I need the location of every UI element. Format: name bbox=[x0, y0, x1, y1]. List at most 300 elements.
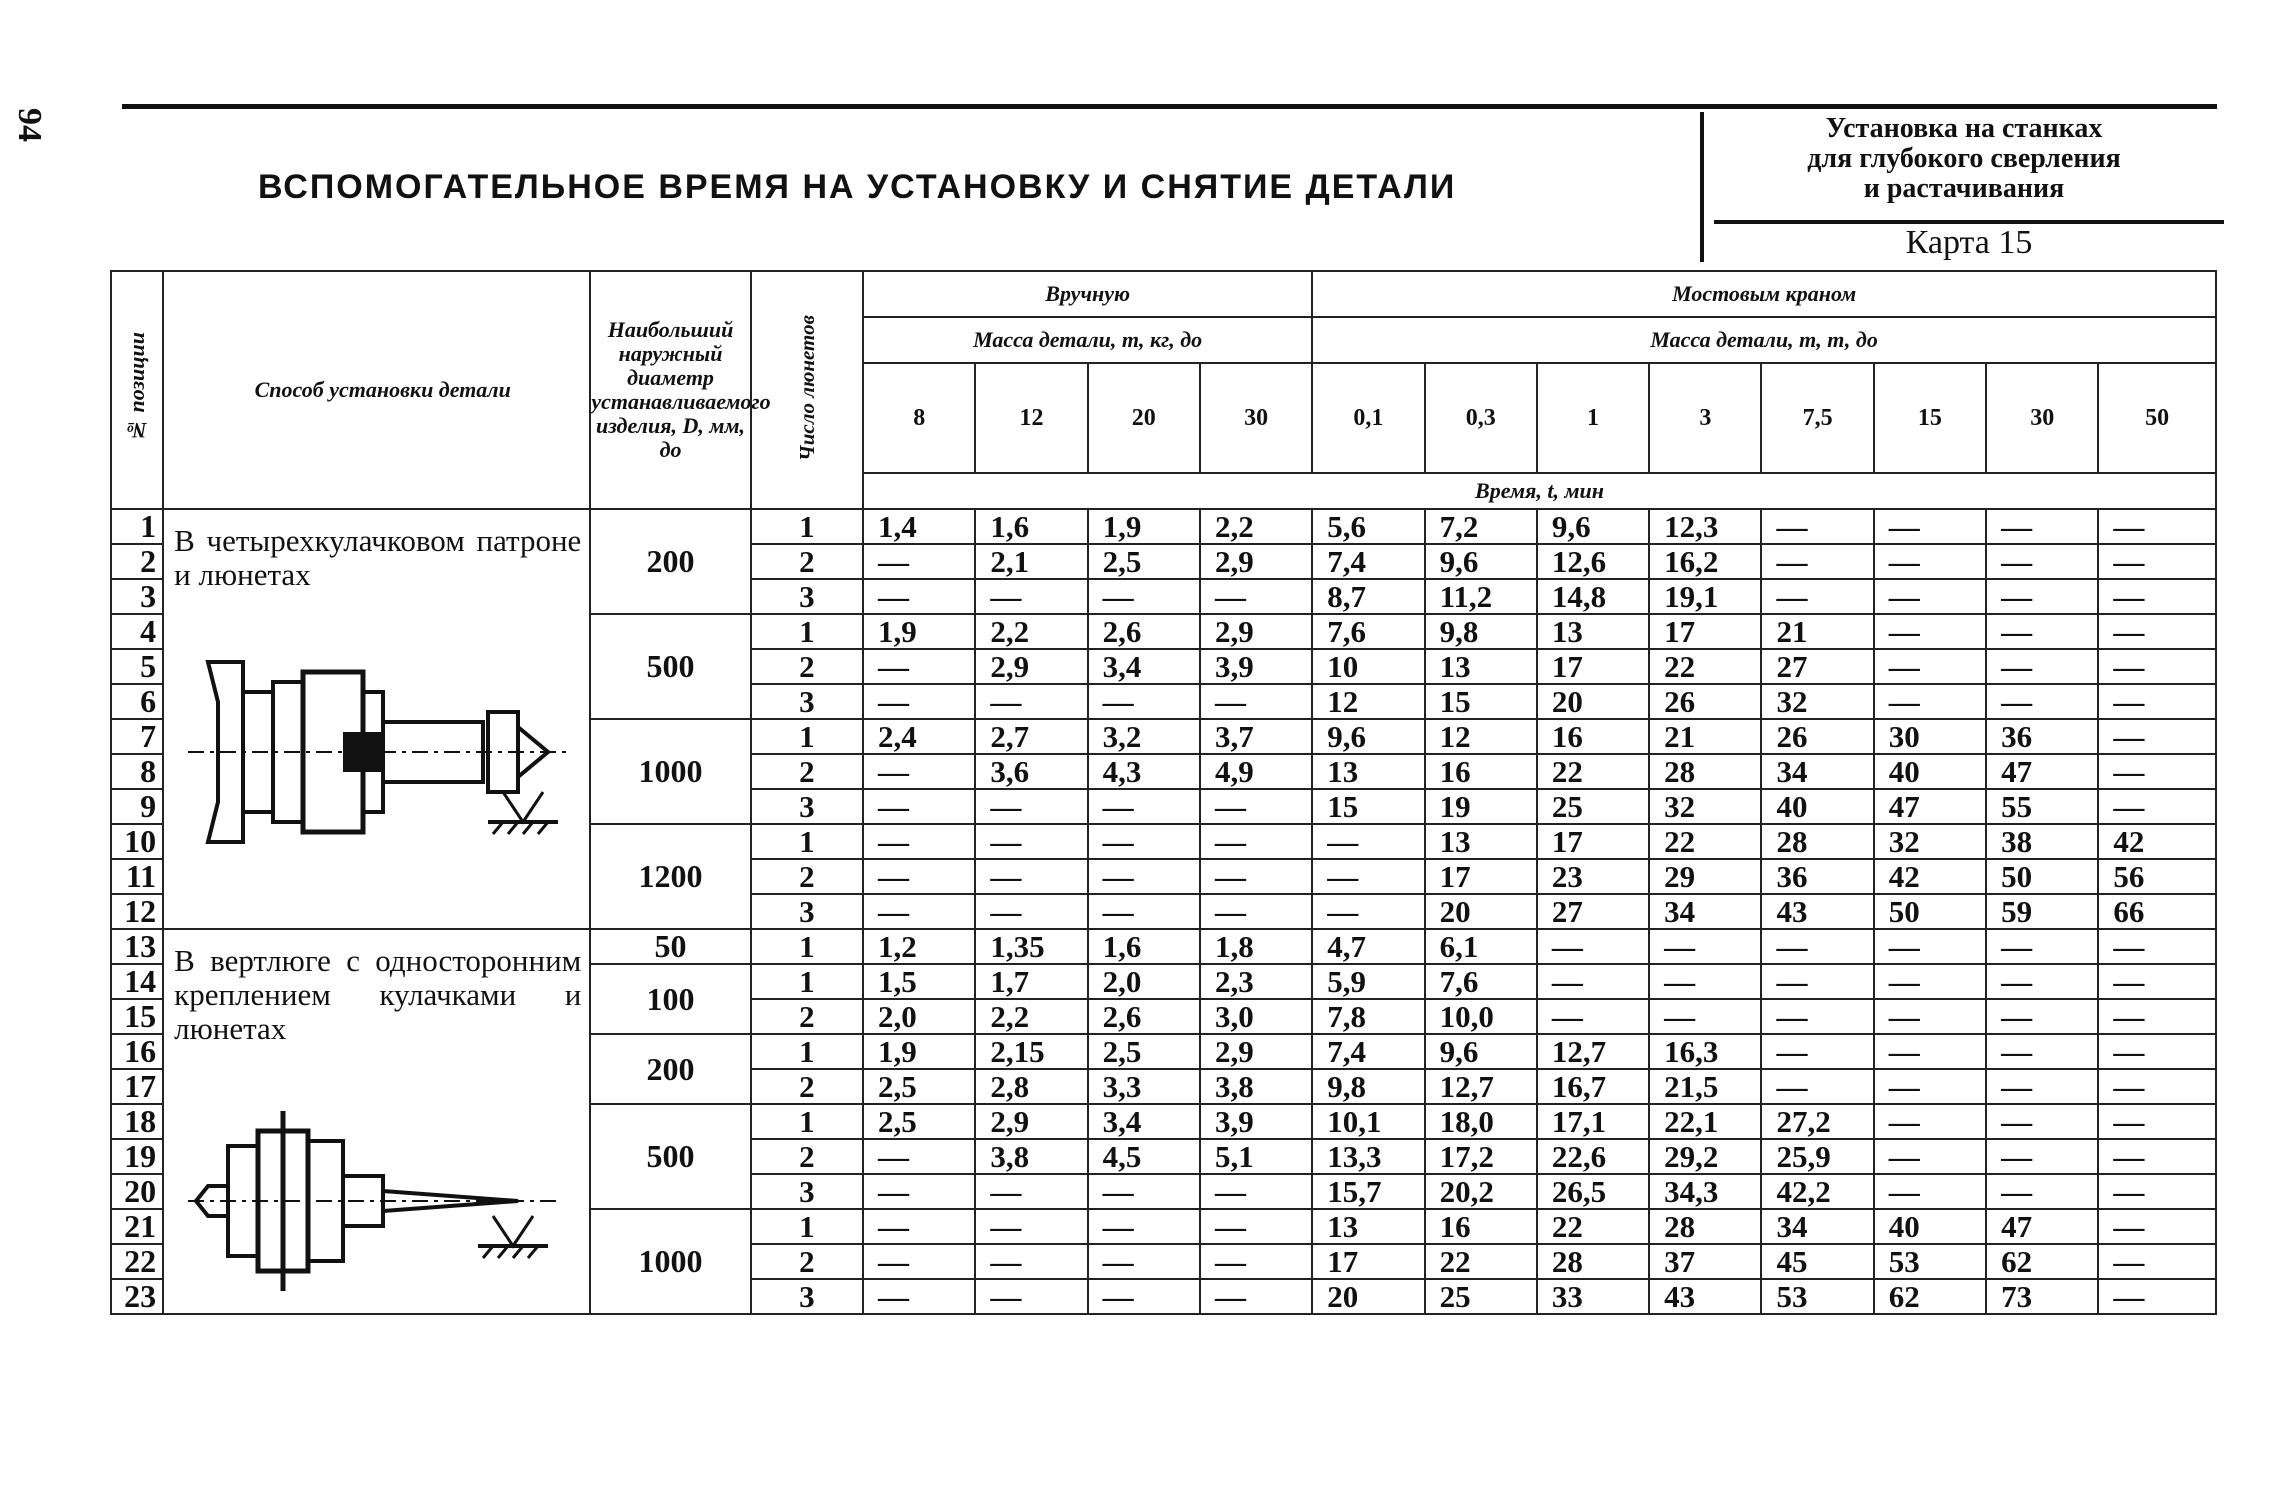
time-value: 3,3 bbox=[1088, 1069, 1200, 1104]
time-value: 22 bbox=[1537, 754, 1649, 789]
time-value: 42,2 bbox=[1761, 1174, 1873, 1209]
time-value: 10,1 bbox=[1312, 1104, 1424, 1139]
time-value: 28 bbox=[1537, 1244, 1649, 1279]
time-value: 43 bbox=[1649, 1279, 1761, 1314]
mass-column-header: 7,5 bbox=[1761, 363, 1873, 473]
time-value: 22 bbox=[1537, 1209, 1649, 1244]
time-value: 25 bbox=[1425, 1279, 1537, 1314]
time-value: 15 bbox=[1312, 789, 1424, 824]
position-number: 3 bbox=[111, 579, 163, 614]
time-value: — bbox=[975, 894, 1087, 929]
time-value: 2,4 bbox=[863, 719, 975, 754]
time-value: 7,6 bbox=[1312, 614, 1424, 649]
time-value: 2,5 bbox=[1088, 1034, 1200, 1069]
section-line: для глубокого сверления bbox=[1807, 143, 2121, 174]
time-value: 21 bbox=[1761, 614, 1873, 649]
time-value: — bbox=[1874, 509, 1986, 544]
time-value: — bbox=[2098, 1069, 2216, 1104]
time-value: 47 bbox=[1986, 1209, 2098, 1244]
time-value: 2,8 bbox=[975, 1069, 1087, 1104]
time-value: — bbox=[1874, 929, 1986, 964]
time-value: — bbox=[863, 1139, 975, 1174]
time-value: — bbox=[1088, 579, 1200, 614]
time-value: — bbox=[1874, 579, 1986, 614]
time-value: 26 bbox=[1649, 684, 1761, 719]
time-value: — bbox=[1200, 824, 1312, 859]
time-value: — bbox=[1649, 964, 1761, 999]
time-value: 12 bbox=[1312, 684, 1424, 719]
time-value: 18,0 bbox=[1425, 1104, 1537, 1139]
diameter-value: 1000 bbox=[590, 1209, 750, 1314]
time-value: 22 bbox=[1425, 1244, 1537, 1279]
time-value: 13 bbox=[1425, 649, 1537, 684]
time-value: 3,6 bbox=[975, 754, 1087, 789]
mass-column-header: 0,1 bbox=[1312, 363, 1424, 473]
time-value: 16,3 bbox=[1649, 1034, 1761, 1069]
time-value: 50 bbox=[1874, 894, 1986, 929]
time-value: — bbox=[1088, 1174, 1200, 1209]
time-value: — bbox=[1761, 1069, 1873, 1104]
page-title: ВСПОМОГАТЕЛЬНОЕ ВРЕМЯ НА УСТАНОВКУ И СНЯТИЕ ДЕТАЛИ bbox=[258, 168, 1457, 206]
time-value: 34 bbox=[1761, 754, 1873, 789]
steady-rest-count: 2 bbox=[751, 544, 863, 579]
time-value: 1,7 bbox=[975, 964, 1087, 999]
steady-rest-count: 3 bbox=[751, 1279, 863, 1314]
time-value: — bbox=[1312, 894, 1424, 929]
time-value: — bbox=[1761, 1034, 1873, 1069]
diameter-value: 200 bbox=[590, 509, 750, 614]
time-value: — bbox=[1761, 544, 1873, 579]
position-number: 22 bbox=[111, 1244, 163, 1279]
steady-rest-count: 1 bbox=[751, 1104, 863, 1139]
time-value: 2,9 bbox=[1200, 544, 1312, 579]
time-value: 13 bbox=[1312, 754, 1424, 789]
time-value: — bbox=[975, 579, 1087, 614]
time-value: 11,2 bbox=[1425, 579, 1537, 614]
time-value: — bbox=[975, 789, 1087, 824]
mass-column-header: 20 bbox=[1088, 363, 1200, 473]
position-number: 23 bbox=[111, 1279, 163, 1314]
time-value: — bbox=[2098, 684, 2216, 719]
time-value: 9,8 bbox=[1312, 1069, 1424, 1104]
time-value: — bbox=[1986, 1174, 2098, 1209]
time-value: — bbox=[863, 859, 975, 894]
position-number: 14 bbox=[111, 964, 163, 999]
time-value: — bbox=[2098, 789, 2216, 824]
time-value: — bbox=[1200, 789, 1312, 824]
time-value: 30 bbox=[1874, 719, 1986, 754]
steady-rest-count: 3 bbox=[751, 684, 863, 719]
time-value: — bbox=[1312, 824, 1424, 859]
time-value: 13 bbox=[1537, 614, 1649, 649]
time-value: 2,5 bbox=[863, 1069, 975, 1104]
time-value: — bbox=[863, 649, 975, 684]
time-value: — bbox=[1874, 544, 1986, 579]
steady-rest-count: 1 bbox=[751, 824, 863, 859]
steady-rest-count: 1 bbox=[751, 719, 863, 754]
time-value: 40 bbox=[1874, 754, 1986, 789]
time-value: 2,5 bbox=[863, 1104, 975, 1139]
time-value: 36 bbox=[1986, 719, 2098, 754]
time-value: — bbox=[1874, 684, 1986, 719]
time-value: 19 bbox=[1425, 789, 1537, 824]
table-row bbox=[111, 929, 2216, 964]
mass-column-header: 12 bbox=[975, 363, 1087, 473]
time-value: — bbox=[863, 824, 975, 859]
method-description bbox=[163, 509, 590, 929]
time-value: 37 bbox=[1649, 1244, 1761, 1279]
time-value: 23 bbox=[1537, 859, 1649, 894]
time-value: 9,8 bbox=[1425, 614, 1537, 649]
mass-column-header: 1 bbox=[1537, 363, 1649, 473]
time-value: 3,9 bbox=[1200, 649, 1312, 684]
time-value: 66 bbox=[2098, 894, 2216, 929]
time-value: 38 bbox=[1986, 824, 2098, 859]
time-value: — bbox=[1088, 824, 1200, 859]
time-value: — bbox=[1537, 929, 1649, 964]
time-value: 20 bbox=[1537, 684, 1649, 719]
time-value: 22,1 bbox=[1649, 1104, 1761, 1139]
time-value: — bbox=[1874, 1139, 1986, 1174]
time-value: — bbox=[1986, 1139, 2098, 1174]
time-value: 22 bbox=[1649, 649, 1761, 684]
time-value: — bbox=[863, 579, 975, 614]
time-value: — bbox=[863, 544, 975, 579]
steady-rest-count: 3 bbox=[751, 579, 863, 614]
time-value: — bbox=[1537, 999, 1649, 1034]
time-value: — bbox=[2098, 614, 2216, 649]
time-value: 36 bbox=[1761, 859, 1873, 894]
time-value: 17 bbox=[1649, 614, 1761, 649]
time-value: — bbox=[1874, 1034, 1986, 1069]
time-value: 9,6 bbox=[1537, 509, 1649, 544]
time-value: 2,9 bbox=[1200, 614, 1312, 649]
time-value: 17,2 bbox=[1425, 1139, 1537, 1174]
time-value: — bbox=[1088, 1279, 1200, 1314]
time-value: — bbox=[1986, 684, 2098, 719]
time-value: 21 bbox=[1649, 719, 1761, 754]
time-value: 7,4 bbox=[1312, 544, 1424, 579]
header-diameter: Наибольший наружный диаметр устанавливаемого изделия, D, мм, до bbox=[590, 271, 750, 509]
position-number: 6 bbox=[111, 684, 163, 719]
time-value: 28 bbox=[1761, 824, 1873, 859]
time-value: 4,9 bbox=[1200, 754, 1312, 789]
card-number: Карта 15 bbox=[1714, 220, 2224, 258]
time-value: — bbox=[1200, 579, 1312, 614]
time-value: 33 bbox=[1537, 1279, 1649, 1314]
steady-rest-count: 2 bbox=[751, 1139, 863, 1174]
diameter-value: 100 bbox=[590, 964, 750, 1034]
steady-rest-count: 3 bbox=[751, 1174, 863, 1209]
time-value: 3,0 bbox=[1200, 999, 1312, 1034]
time-value: 40 bbox=[1761, 789, 1873, 824]
position-number: 9 bbox=[111, 789, 163, 824]
position-number: 21 bbox=[111, 1209, 163, 1244]
time-value: 34 bbox=[1649, 894, 1761, 929]
time-value: 16 bbox=[1425, 1209, 1537, 1244]
time-value: 3,8 bbox=[975, 1139, 1087, 1174]
time-value: 47 bbox=[1874, 789, 1986, 824]
time-value: — bbox=[1761, 999, 1873, 1034]
time-value: — bbox=[1986, 929, 2098, 964]
time-value: 3,4 bbox=[1088, 1104, 1200, 1139]
time-value: 22 bbox=[1649, 824, 1761, 859]
position-number: 2 bbox=[111, 544, 163, 579]
time-value: 1,6 bbox=[1088, 929, 1200, 964]
time-value: 2,9 bbox=[975, 649, 1087, 684]
time-value: — bbox=[1088, 859, 1200, 894]
time-value: 2,2 bbox=[975, 999, 1087, 1034]
time-value: — bbox=[1874, 649, 1986, 684]
time-value: 16 bbox=[1537, 719, 1649, 754]
time-value: 2,6 bbox=[1088, 999, 1200, 1034]
time-value: — bbox=[1200, 1279, 1312, 1314]
time-value: 28 bbox=[1649, 1209, 1761, 1244]
diameter-value: 200 bbox=[590, 1034, 750, 1104]
time-value: 42 bbox=[1874, 859, 1986, 894]
time-value: 17 bbox=[1537, 649, 1649, 684]
time-value: 9,6 bbox=[1312, 719, 1424, 754]
time-value: — bbox=[1986, 544, 2098, 579]
time-value: 12 bbox=[1425, 719, 1537, 754]
time-value: — bbox=[2098, 929, 2216, 964]
time-value: 2,7 bbox=[975, 719, 1087, 754]
time-value: — bbox=[2098, 1279, 2216, 1314]
time-value: 19,1 bbox=[1649, 579, 1761, 614]
diameter-value: 50 bbox=[590, 929, 750, 964]
time-value: — bbox=[863, 1244, 975, 1279]
steady-rest-count: 3 bbox=[751, 894, 863, 929]
time-value: 43 bbox=[1761, 894, 1873, 929]
page-number: 94 bbox=[11, 108, 48, 142]
time-value: — bbox=[1986, 579, 2098, 614]
chuck-drawing bbox=[188, 652, 568, 852]
steady-rest-count: 1 bbox=[751, 1034, 863, 1069]
time-value: — bbox=[1986, 614, 2098, 649]
steady-rest-count: 1 bbox=[751, 614, 863, 649]
time-value: 1,9 bbox=[863, 614, 975, 649]
time-value: — bbox=[1200, 1174, 1312, 1209]
time-value: 20,2 bbox=[1425, 1174, 1537, 1209]
header-method: Способ установки детали bbox=[163, 271, 590, 509]
top-rule bbox=[122, 104, 2217, 109]
time-value: — bbox=[1986, 1104, 2098, 1139]
time-value: — bbox=[2098, 509, 2216, 544]
time-value: 25 bbox=[1537, 789, 1649, 824]
time-value: 40 bbox=[1874, 1209, 1986, 1244]
time-value: 10 bbox=[1312, 649, 1424, 684]
position-number: 19 bbox=[111, 1139, 163, 1174]
time-value: 4,5 bbox=[1088, 1139, 1200, 1174]
time-value: — bbox=[1088, 684, 1200, 719]
time-value: 1,5 bbox=[863, 964, 975, 999]
time-value: 27 bbox=[1761, 649, 1873, 684]
time-value: — bbox=[975, 859, 1087, 894]
mass-column-header: 50 bbox=[2098, 363, 2216, 473]
position-number: 1 bbox=[111, 509, 163, 544]
time-value: 55 bbox=[1986, 789, 2098, 824]
position-number: 16 bbox=[111, 1034, 163, 1069]
time-value: 27 bbox=[1537, 894, 1649, 929]
time-value: — bbox=[1088, 1209, 1200, 1244]
table-row bbox=[111, 509, 2216, 544]
time-value: 7,6 bbox=[1425, 964, 1537, 999]
time-value: 2,15 bbox=[975, 1034, 1087, 1069]
time-value: — bbox=[1200, 859, 1312, 894]
time-value: 1,4 bbox=[863, 509, 975, 544]
time-value: — bbox=[1200, 894, 1312, 929]
time-value: 16,7 bbox=[1537, 1069, 1649, 1104]
time-value: — bbox=[1088, 1244, 1200, 1279]
time-value: 4,3 bbox=[1088, 754, 1200, 789]
time-value: 1,9 bbox=[1088, 509, 1200, 544]
time-value: — bbox=[1874, 1174, 1986, 1209]
time-table bbox=[110, 270, 2217, 1315]
steady-rest-count: 2 bbox=[751, 859, 863, 894]
time-value: 62 bbox=[1986, 1244, 2098, 1279]
time-value: — bbox=[1761, 964, 1873, 999]
time-value: 17 bbox=[1425, 859, 1537, 894]
time-value: — bbox=[863, 789, 975, 824]
steady-rest-count: 2 bbox=[751, 754, 863, 789]
time-value: — bbox=[2098, 754, 2216, 789]
time-value: 21,5 bbox=[1649, 1069, 1761, 1104]
time-value: 7,4 bbox=[1312, 1034, 1424, 1069]
time-value: 4,7 bbox=[1312, 929, 1424, 964]
time-value: — bbox=[2098, 1209, 2216, 1244]
method-description bbox=[163, 929, 590, 1314]
time-value: 20 bbox=[1425, 894, 1537, 929]
time-value: — bbox=[1649, 929, 1761, 964]
time-value: — bbox=[2098, 1034, 2216, 1069]
time-value: 1,8 bbox=[1200, 929, 1312, 964]
time-value: — bbox=[1200, 1209, 1312, 1244]
mass-column-header: 15 bbox=[1874, 363, 1986, 473]
time-value: — bbox=[863, 1174, 975, 1209]
diameter-value: 1000 bbox=[590, 719, 750, 824]
time-value: 10,0 bbox=[1425, 999, 1537, 1034]
mass-column-header: 30 bbox=[1200, 363, 1312, 473]
time-value: 12,7 bbox=[1425, 1069, 1537, 1104]
position-number: 7 bbox=[111, 719, 163, 754]
diameter-value: 500 bbox=[590, 614, 750, 719]
time-value: 2,2 bbox=[1200, 509, 1312, 544]
time-value: — bbox=[2098, 649, 2216, 684]
time-value: 50 bbox=[1986, 859, 2098, 894]
time-value: — bbox=[975, 1244, 1087, 1279]
time-value: 7,2 bbox=[1425, 509, 1537, 544]
time-value: 73 bbox=[1986, 1279, 2098, 1314]
time-value: — bbox=[1761, 509, 1873, 544]
position-number: 10 bbox=[111, 824, 163, 859]
time-value: — bbox=[863, 1209, 975, 1244]
time-value: 13,3 bbox=[1312, 1139, 1424, 1174]
time-value: — bbox=[2098, 999, 2216, 1034]
time-value: 53 bbox=[1874, 1244, 1986, 1279]
time-value: 1,6 bbox=[975, 509, 1087, 544]
time-value: 59 bbox=[1986, 894, 2098, 929]
time-value: — bbox=[1088, 894, 1200, 929]
time-value: 13 bbox=[1312, 1209, 1424, 1244]
mass-column-header: 30 bbox=[1986, 363, 2098, 473]
section-line: и растачивания bbox=[1863, 173, 2065, 204]
time-value: 6,1 bbox=[1425, 929, 1537, 964]
time-value: 32 bbox=[1874, 824, 1986, 859]
time-value: — bbox=[1874, 614, 1986, 649]
time-value: 5,6 bbox=[1312, 509, 1424, 544]
position-number: 18 bbox=[111, 1104, 163, 1139]
time-value: 29,2 bbox=[1649, 1139, 1761, 1174]
time-value: 5,1 bbox=[1200, 1139, 1312, 1174]
time-value: 25,9 bbox=[1761, 1139, 1873, 1174]
time-value: 12,6 bbox=[1537, 544, 1649, 579]
time-value: 17 bbox=[1537, 824, 1649, 859]
swivel-drawing bbox=[188, 1106, 568, 1296]
time-value: 12,7 bbox=[1537, 1034, 1649, 1069]
time-value: — bbox=[2098, 1139, 2216, 1174]
diameter-value: 500 bbox=[590, 1104, 750, 1209]
time-value: — bbox=[1986, 509, 2098, 544]
time-value: 9,6 bbox=[1425, 544, 1537, 579]
method-text: В четырехкулачковом патроне и люнетах bbox=[174, 523, 582, 592]
time-value: 12,3 bbox=[1649, 509, 1761, 544]
time-value: 28 bbox=[1649, 754, 1761, 789]
position-number: 17 bbox=[111, 1069, 163, 1104]
steady-rest-count: 1 bbox=[751, 509, 863, 544]
steady-rest-count: 1 bbox=[751, 1209, 863, 1244]
mass-column-header: 0,3 bbox=[1425, 363, 1537, 473]
time-value: — bbox=[2098, 964, 2216, 999]
time-value: 13 bbox=[1425, 824, 1537, 859]
time-value: — bbox=[1874, 999, 1986, 1034]
method-text: В вертлюге с односторонним креплением кулачками и люнетах bbox=[174, 943, 582, 1046]
time-value: 22,6 bbox=[1537, 1139, 1649, 1174]
time-value: — bbox=[863, 754, 975, 789]
time-value: 32 bbox=[1761, 684, 1873, 719]
header-crane-mass: Масса детали, m, т, до bbox=[1312, 317, 2216, 363]
time-value: 3,8 bbox=[1200, 1069, 1312, 1104]
position-number: 5 bbox=[111, 649, 163, 684]
time-value: 2,2 bbox=[975, 614, 1087, 649]
time-value: 45 bbox=[1761, 1244, 1873, 1279]
time-value: 2,3 bbox=[1200, 964, 1312, 999]
time-value: 53 bbox=[1761, 1279, 1873, 1314]
header-manual: Вручную bbox=[863, 271, 1312, 317]
header-time: Время, t, мин bbox=[863, 473, 2216, 509]
time-value: 2,9 bbox=[1200, 1034, 1312, 1069]
time-value: 15,7 bbox=[1312, 1174, 1424, 1209]
time-value: — bbox=[1986, 964, 2098, 999]
section-title bbox=[1704, 112, 2224, 204]
position-number: 20 bbox=[111, 1174, 163, 1209]
time-value: — bbox=[1986, 649, 2098, 684]
mass-column-header: 8 bbox=[863, 363, 975, 473]
time-value: 17,1 bbox=[1537, 1104, 1649, 1139]
time-value: 17 bbox=[1312, 1244, 1424, 1279]
time-value: — bbox=[1649, 999, 1761, 1034]
time-value: — bbox=[863, 894, 975, 929]
time-value: 3,4 bbox=[1088, 649, 1200, 684]
time-value: — bbox=[1312, 859, 1424, 894]
time-value: 47 bbox=[1986, 754, 2098, 789]
time-value: 15 bbox=[1425, 684, 1537, 719]
time-value: 2,6 bbox=[1088, 614, 1200, 649]
time-value: 3,7 bbox=[1200, 719, 1312, 754]
time-value: 1,35 bbox=[975, 929, 1087, 964]
header-crane: Мостовым краном bbox=[1312, 271, 2216, 317]
time-value: — bbox=[975, 1174, 1087, 1209]
time-value: — bbox=[975, 1209, 1087, 1244]
